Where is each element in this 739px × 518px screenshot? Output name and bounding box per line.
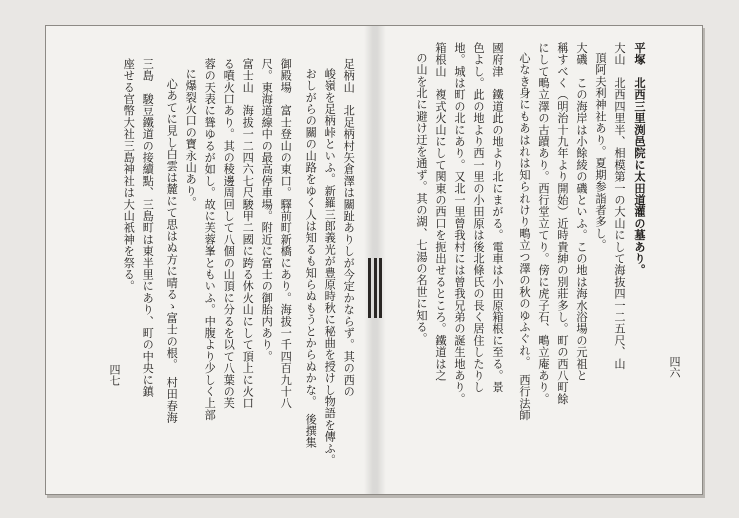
text-line: 座せる官幣大社三島神社は大山祇神を祭る。 [122, 58, 136, 292]
text-line: 御殿場 富士登山の東口。驛前町新橋にあり。海拔一千四百九十八 [279, 58, 293, 409]
right-page [376, 26, 702, 494]
text-line: 國府津 鐵道此の地より北にまがる。電車は小田原箱根に至る。景 [491, 42, 504, 393]
text-line: 心あてに見し白雲は麓にて思はぬ方に晴るゝ富士の根。 村田春海 [165, 78, 179, 424]
text-line: 大山 北西四里半、相模第一の大山にして海抜四一二五尺、山 [613, 42, 626, 370]
text-line: 平塚 北西三里渕邑院に太田道灌の墓あり。 [633, 42, 647, 276]
text-line: 心なき身にもあはれは知られけり鴫立つ澤の秋のゆふぐれ。 西行法師 [518, 52, 531, 421]
text-line: の山を北に避け迂を通ず。其の湖、七湯の名世に知る。 [415, 52, 428, 345]
binding-thread [368, 258, 382, 318]
text-line: 富士山 海拔一二四六七尺駿甲二國に跨る休火山にして頂上に火口 [241, 58, 255, 409]
text-line: 峻嶺を足柄峠といふ。新羅三郎義光が豊原時秋に秘曲を授けし物語を傳ふ。 [323, 68, 337, 466]
text-line: 地。城は町の北にあり。又北一里曾我村には曾我兄弟の誕生地あり。 [453, 42, 466, 405]
text-line: 稱すべく（明治十九年より開始）近時貴紳の別莊多し。町の西八町餘 [556, 42, 569, 405]
text-line: 足柄山 北足柄村矢倉澤は關趾ありしが今定かならず。其の西の [342, 58, 356, 398]
text-line: 箱根山 複式火山にして関東の西口を扼出せるところ。鐵道は之 [434, 42, 447, 382]
text-line: にして鴫立澤の古蹟あり。西行堂立てり。傍に虎子石、鴫立庵あり。 [537, 42, 550, 405]
text-line: 尺。東海道線中の最高停車場。附近に富士の御胎内あり。 [260, 58, 274, 363]
book-spread [45, 25, 703, 495]
text-line: 蓉の天表に聳ゆるが如し。故に芙蓉峯ともいふ。中腹より少しく上部 [203, 58, 217, 421]
left-page [46, 26, 372, 494]
text-line: 頂阿夫利神社あり。夏期参詣者多し。 [594, 52, 607, 251]
page-number: 四六 [668, 356, 681, 378]
text-line: 大磯 この海岸は小餘綾の磯といふ。この地は海水浴場の元祖と [575, 42, 588, 382]
text-line: に爆裂火口の寶永山あり。 [184, 68, 198, 209]
page-number: 四七 [108, 364, 121, 386]
text-line: 三島 駿豆鐵道の接續點、三島町は東半里にあり、町の中央に鎮 [141, 58, 155, 398]
text-line: おしがらの關の山路をゆく人は知るも知らぬもうとからぬかな。 後撰集 [304, 68, 318, 449]
text-line: る噴火口あり。其の稜邊周回して八個の山頂に分るを以て八葉の芙 [222, 58, 236, 409]
text-line: 色よし。此の地より西一里の小田原は後北條氏の長く居住したりし [472, 42, 485, 393]
